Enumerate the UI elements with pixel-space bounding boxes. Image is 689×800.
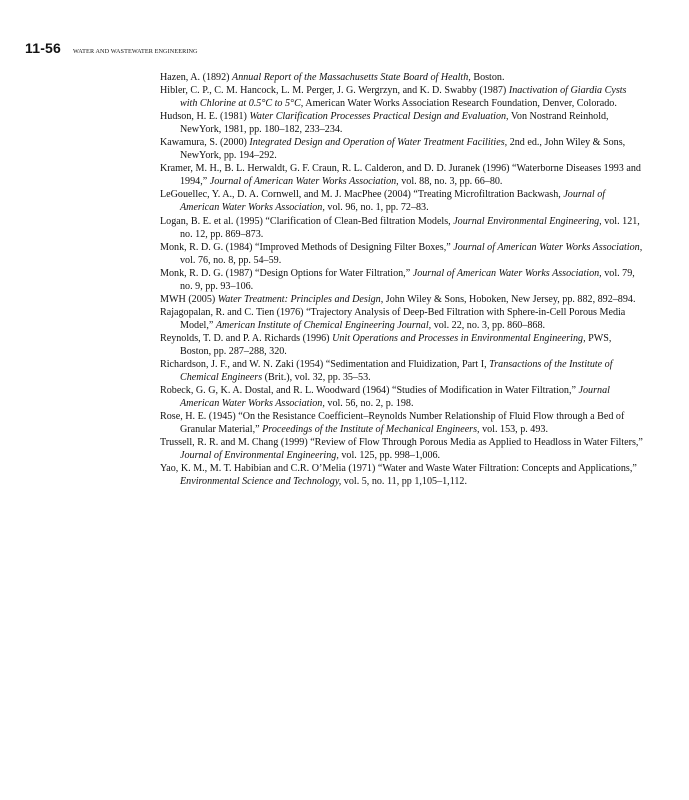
reference-text: Rajagopalan, R. and C. Tien (1976) “Trajectory Analysis of Deep-Bed Filtration with Sphere-in-Cell Porous Media Model,” xyxy=(160,306,626,331)
reference-entry xyxy=(160,110,644,136)
reference-text: vol. 96, no. 1, pp. 72–83. xyxy=(324,202,429,214)
reference-source-title: Transactions of the Institute of Chemical Engineers xyxy=(180,359,613,384)
reference-source-title: Annual Report of the Massachusetts State Board of Health, xyxy=(232,72,471,83)
reference-source-title: Journal of American Water Works Association, xyxy=(412,267,602,279)
reference-text: Monk, R. D. G. (1984) “Improved Methods of Designing Filter Boxes,” xyxy=(160,241,454,253)
reference-text: vol. 22, no. 3, pp. 860–868. xyxy=(431,319,546,331)
reference-text: MWH (2005) xyxy=(160,293,218,305)
reference-text: vol. 125, pp. 998–1,006. xyxy=(338,450,441,462)
reference-entry xyxy=(160,188,644,214)
reference-text: American Water Works Association Research Foundation, Denver, Colorado. xyxy=(303,98,617,110)
reference-text: vol. 88, no. 3, pp. 66–80. xyxy=(398,176,503,188)
reference-entry xyxy=(160,332,644,358)
reference-text: Rose, H. E. (1945) “On the Resistance Coefficient–Reynolds Number Relationship of Fluid Flow through a Bed of Granular Material,” xyxy=(160,411,625,436)
reference-source-title: Environmental Science and Technology, xyxy=(180,476,342,488)
reference-text: (Brit.), vol. 32, pp. 35–53. xyxy=(262,372,371,384)
reference-text: vol. 79, no. 9, pp. 93–106. xyxy=(180,267,635,292)
reference-source-title: American Institute of Chemical Engineering Journal, xyxy=(215,319,432,331)
reference-source-title: Journal American Water Works Association, xyxy=(180,385,610,410)
reference-text: PWS, Boston, pp. 287–288, 320. xyxy=(180,332,612,357)
reference-text: vol. 153, p. 493. xyxy=(479,424,548,436)
reference-source-title: Journal Environmental Engineering, xyxy=(453,215,602,227)
reference-source-title: Proceedings of the Institute of Mechanical Engineers, xyxy=(262,424,480,436)
reference-text: Yao, K. M., M. T. Habibian and C.R. O’Melia (1971) “Water and Waste Water Filtration: Concepts and Applications,” xyxy=(160,463,637,475)
reference-source-title: Journal of American Water Works Association, xyxy=(209,176,399,188)
reference-entry xyxy=(160,462,644,488)
reference-source-title: Inactivation of Giardia Cysts with Chlorine at 0.5°C to 5°C, xyxy=(180,85,627,110)
reference-text: Hazen, A. (1892) xyxy=(160,72,233,83)
running-title: WATER AND WASTEWATER ENGINEERING xyxy=(73,48,198,55)
reference-entry xyxy=(160,293,644,306)
page-header xyxy=(25,40,198,56)
reference-text: Logan, B. E. et al. (1995) “Clarification of Clean-Bed filtration Models, xyxy=(160,215,454,227)
reference-entry xyxy=(160,136,644,162)
reference-text: Reynolds, T. D. and P. A. Richards (1996) xyxy=(160,332,333,344)
reference-text: Hibler, C. P., C. M. Hancock, L. M. Perger, J. G. Wergrzyn, and K. D. Swabby (1987) xyxy=(160,85,509,97)
reference-text: Kramer, M. H., B. L. Herwaldt, G. F. Craun, R. L. Calderon, and D. D. Juranek (1996) “Waterborne Diseases 1993 and 1994,” xyxy=(160,163,641,188)
reference-source-title: Journal of American Water Works Association, xyxy=(453,241,643,253)
reference-entry xyxy=(160,306,644,332)
reference-text: Robeck, G. G, K. A. Dostal, and R. L. Woodward (1964) “Studies of Modification in Water Filtration,” xyxy=(160,385,579,397)
reference-entry xyxy=(160,267,644,293)
reference-entry xyxy=(160,384,644,410)
reference-entry xyxy=(160,84,644,110)
reference-text: Hudson, H. E. (1981) xyxy=(160,111,250,123)
reference-entry xyxy=(160,71,644,84)
reference-source-title: Integrated Design and Operation of Water Treatment Facilities, xyxy=(249,137,508,149)
reference-entry xyxy=(160,410,644,436)
reference-entry xyxy=(160,241,644,267)
reference-entry xyxy=(160,215,644,241)
reference-text: vol. 76, no. 8, pp. 54–59. xyxy=(180,254,282,266)
reference-text: Monk, R. D. G. (1987) “Design Options for Water Filtration,” xyxy=(160,267,413,279)
reference-entry xyxy=(160,358,644,384)
reference-text: Kawamura, S. (2000) xyxy=(160,137,250,149)
reference-text: vol. 121, no. 12, pp. 869–873. xyxy=(180,215,640,240)
reference-entry xyxy=(160,436,644,462)
reference-text: vol. 5, no. 11, pp 1,105–1,112. xyxy=(341,476,467,488)
reference-text: Richardson, J. F., and W. N. Zaki (1954) “Sedimentation and Fluidization, Part I, xyxy=(160,359,490,371)
reference-list xyxy=(160,71,644,489)
reference-text: Boston. xyxy=(470,72,505,83)
reference-source-title: Unit Operations and Processes in Environmental Engineering, xyxy=(332,332,586,344)
reference-text: LeGouellec, Y. A., D. A. Cornwell, and M. J. MacPhee (2004) “Treating Microfiltration Backwash, xyxy=(160,189,564,201)
reference-text: Trussell, R. R. and M. Chang (1999) “Review of Flow Through Porous Media as Applied to Headloss in Water Filters,” xyxy=(160,437,643,449)
reference-source-title: Water Clarification Processes Practical Design and Evaluation, xyxy=(249,111,509,123)
reference-source-title: Water Treatment: Principles and Design, xyxy=(217,293,384,305)
page-number: 11-56 xyxy=(25,40,62,56)
reference-text: John Wiley & Sons, Hoboken, New Jersey, pp. 882, 892–894. xyxy=(383,293,636,305)
reference-entry xyxy=(160,162,644,188)
reference-text: vol. 56, no. 2, p. 198. xyxy=(324,398,414,410)
reference-source-title: Journal of Environmental Engineering, xyxy=(180,450,339,462)
reference-text: 2nd ed., John Wiley & Sons, NewYork, pp. 194–292. xyxy=(180,137,626,162)
reference-source-title: Journal of American Water Works Association, xyxy=(180,189,606,214)
reference-text: Von Nostrand Reinhold, NewYork, 1981, pp. 180–182, 233–234. xyxy=(180,111,609,136)
